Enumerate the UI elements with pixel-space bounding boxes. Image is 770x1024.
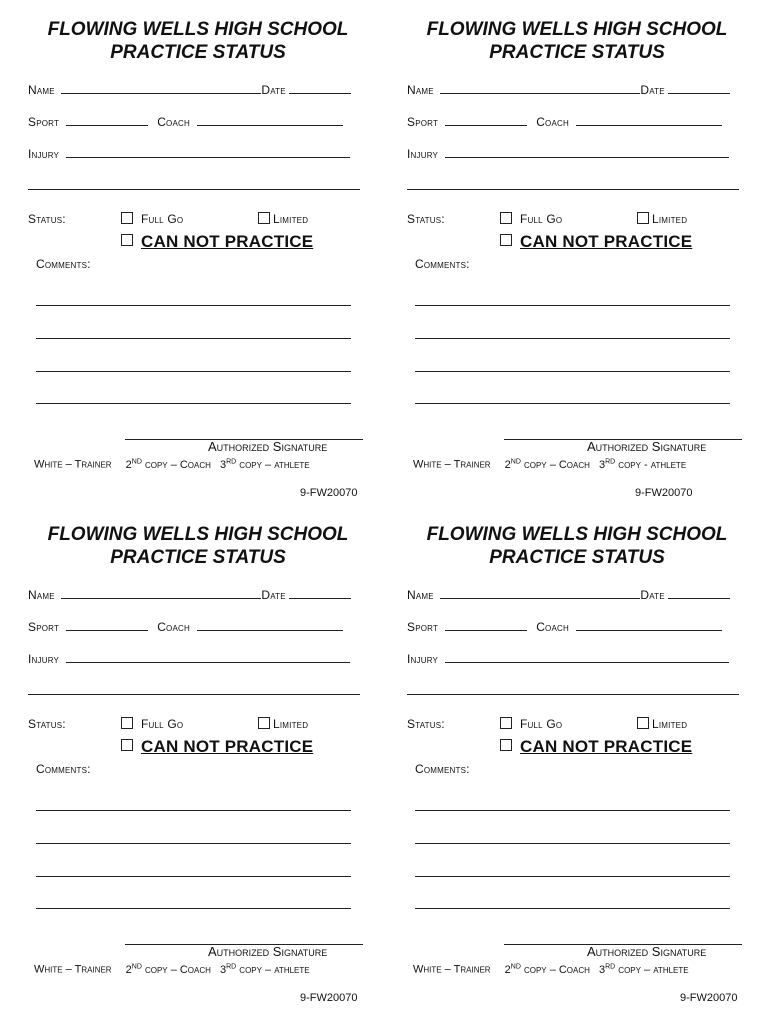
sport-label: Sport	[28, 620, 60, 634]
comment-line-1[interactable]	[415, 305, 730, 306]
copy-second: 2ND copy – Coach	[125, 963, 211, 976]
signature-label: Authorized Signature	[587, 944, 707, 959]
injury-continued-field[interactable]	[407, 178, 739, 190]
date-field[interactable]	[668, 82, 730, 94]
injury-label: Injury	[407, 147, 439, 161]
form-subtitle: PRACTICE STATUS	[110, 547, 286, 568]
status-row	[407, 717, 747, 733]
can-not-practice-checkbox[interactable]	[500, 739, 512, 751]
limited-label: Limited	[273, 212, 309, 226]
coach-field[interactable]	[576, 619, 722, 631]
status-label: Status:	[407, 717, 445, 731]
comment-line-2[interactable]	[415, 338, 730, 339]
copy-white: White – Trainer	[34, 963, 112, 976]
can-not-practice-label: CAN NOT PRACTICE	[141, 232, 314, 251]
sport-field[interactable]	[66, 114, 148, 126]
full-go-checkbox[interactable]	[500, 212, 512, 224]
name-date-row	[407, 82, 747, 98]
coach-field[interactable]	[576, 114, 722, 126]
copy-white: White – Trainer	[413, 458, 491, 471]
coach-label: Coach	[536, 620, 569, 634]
injury-continued-field[interactable]	[407, 683, 739, 695]
comments-label: Comments:	[36, 257, 91, 271]
coach-field[interactable]	[197, 619, 343, 631]
form-title	[28, 523, 368, 569]
comment-line-4[interactable]	[415, 908, 730, 909]
limited-option[interactable]	[637, 717, 687, 731]
limited-option[interactable]	[637, 212, 687, 226]
comment-line-3[interactable]	[36, 876, 351, 877]
name-date-row	[28, 82, 368, 98]
full-go-label: Full Go	[520, 212, 563, 226]
can-not-practice-label: CAN NOT PRACTICE	[520, 737, 693, 756]
can-not-practice-row	[407, 734, 747, 756]
date-label: Date	[261, 588, 286, 602]
sport-label: Sport	[407, 115, 439, 129]
form-code: 9-FW20070	[300, 487, 358, 499]
name-field[interactable]	[440, 82, 640, 94]
full-go-option[interactable]	[500, 212, 562, 226]
form-code: 9-FW20070	[680, 992, 738, 1004]
can-not-practice-row	[28, 229, 368, 251]
date-label: Date	[640, 83, 665, 97]
school-name: FLOWING WELLS HIGH SCHOOL	[426, 19, 728, 40]
injury-field[interactable]	[66, 146, 350, 158]
injury-label: Injury	[28, 147, 60, 161]
injury-field[interactable]	[445, 146, 729, 158]
copy-second: 2ND copy – Coach	[504, 963, 590, 976]
can-not-practice-option[interactable]	[121, 737, 313, 757]
injury-continued-row	[28, 683, 368, 699]
injury-row	[407, 146, 747, 162]
injury-row	[28, 651, 368, 667]
injury-continued-row	[407, 178, 747, 194]
name-label: Name	[407, 588, 434, 602]
sport-coach-row	[407, 114, 747, 130]
full-go-label: Full Go	[141, 212, 184, 226]
comments-label: Comments:	[415, 762, 470, 776]
comment-line-4[interactable]	[36, 908, 351, 909]
comment-line-2[interactable]	[415, 843, 730, 844]
practice-status-form-2	[407, 18, 747, 518]
comment-line-4[interactable]	[415, 403, 730, 404]
form-code: 9-FW20070	[300, 992, 358, 1004]
limited-checkbox[interactable]	[637, 212, 649, 224]
coach-label: Coach	[157, 115, 190, 129]
comment-line-1[interactable]	[36, 810, 351, 811]
comment-line-2[interactable]	[36, 843, 351, 844]
sport-coach-row	[407, 619, 747, 635]
name-field[interactable]	[61, 82, 261, 94]
can-not-practice-label: CAN NOT PRACTICE	[520, 232, 693, 251]
status-row	[28, 717, 368, 733]
form-subtitle: PRACTICE STATUS	[489, 547, 665, 568]
form-title	[407, 18, 747, 64]
name-date-row	[407, 587, 747, 603]
signature-label: Authorized Signature	[208, 439, 328, 454]
copy-distribution	[413, 458, 686, 471]
limited-option[interactable]	[258, 717, 308, 731]
status-label: Status:	[28, 717, 66, 731]
limited-label: Limited	[652, 717, 688, 731]
sport-label: Sport	[407, 620, 439, 634]
form-subtitle: PRACTICE STATUS	[489, 42, 665, 63]
practice-status-form-1	[28, 18, 368, 518]
comment-line-2[interactable]	[36, 338, 351, 339]
full-go-label: Full Go	[520, 717, 563, 731]
name-field[interactable]	[61, 587, 261, 599]
status-label: Status:	[28, 212, 66, 226]
comment-line-3[interactable]	[415, 371, 730, 372]
limited-checkbox[interactable]	[258, 717, 270, 729]
can-not-practice-option[interactable]	[500, 737, 692, 757]
can-not-practice-checkbox[interactable]	[121, 739, 133, 751]
can-not-practice-checkbox[interactable]	[121, 234, 133, 246]
sport-coach-row	[28, 114, 368, 130]
can-not-practice-option[interactable]	[500, 232, 692, 252]
limited-checkbox[interactable]	[637, 717, 649, 729]
name-label: Name	[407, 83, 434, 97]
practice-status-form-3	[28, 523, 368, 1023]
status-row	[28, 212, 368, 228]
copy-second: 2ND copy – Coach	[504, 458, 590, 471]
comment-line-1[interactable]	[415, 810, 730, 811]
copy-second: 2ND copy – Coach	[125, 458, 211, 471]
date-field[interactable]	[668, 587, 730, 599]
copy-third: 3RD copy - athlete	[598, 458, 687, 471]
form-code: 9-FW20070	[635, 487, 693, 499]
limited-label: Limited	[273, 717, 309, 731]
injury-continued-field[interactable]	[28, 683, 360, 695]
full-go-option[interactable]	[121, 717, 183, 731]
comment-line-1[interactable]	[36, 305, 351, 306]
full-go-label: Full Go	[141, 717, 184, 731]
school-name: FLOWING WELLS HIGH SCHOOL	[47, 19, 349, 40]
full-go-checkbox[interactable]	[121, 717, 133, 729]
date-label: Date	[640, 588, 665, 602]
comment-line-3[interactable]	[36, 371, 351, 372]
injury-field[interactable]	[445, 651, 729, 663]
copy-third: 3RD copy – athlete	[598, 963, 689, 976]
signature-label: Authorized Signature	[587, 439, 707, 454]
injury-field[interactable]	[66, 651, 350, 663]
date-label: Date	[261, 83, 286, 97]
comment-line-4[interactable]	[36, 403, 351, 404]
sport-field[interactable]	[445, 114, 527, 126]
full-go-option[interactable]	[121, 212, 183, 226]
full-go-checkbox[interactable]	[121, 212, 133, 224]
injury-row	[407, 651, 747, 667]
sport-field[interactable]	[445, 619, 527, 631]
status-label: Status:	[407, 212, 445, 226]
injury-continued-row	[28, 178, 368, 194]
comments-label: Comments:	[36, 762, 91, 776]
can-not-practice-row	[407, 229, 747, 251]
sport-field[interactable]	[66, 619, 148, 631]
injury-continued-field[interactable]	[28, 178, 360, 190]
full-go-checkbox[interactable]	[500, 717, 512, 729]
practice-status-form-4	[407, 523, 747, 1023]
form-subtitle: PRACTICE STATUS	[110, 42, 286, 63]
sport-coach-row	[28, 619, 368, 635]
injury-label: Injury	[407, 652, 439, 666]
comment-line-3[interactable]	[415, 876, 730, 877]
copy-distribution	[34, 963, 310, 976]
limited-option[interactable]	[258, 212, 308, 226]
copy-third: 3RD copy – athlete	[219, 963, 310, 976]
form-title	[28, 18, 368, 64]
copy-distribution	[413, 963, 689, 976]
date-field[interactable]	[289, 82, 351, 94]
can-not-practice-row	[28, 734, 368, 756]
sport-label: Sport	[28, 115, 60, 129]
comments-label: Comments:	[415, 257, 470, 271]
copy-white: White – Trainer	[413, 963, 491, 976]
full-go-option[interactable]	[500, 717, 562, 731]
date-field[interactable]	[289, 587, 351, 599]
coach-label: Coach	[536, 115, 569, 129]
coach-label: Coach	[157, 620, 190, 634]
name-date-row	[28, 587, 368, 603]
limited-label: Limited	[652, 212, 688, 226]
name-field[interactable]	[440, 587, 640, 599]
can-not-practice-label: CAN NOT PRACTICE	[141, 737, 314, 756]
coach-field[interactable]	[197, 114, 343, 126]
limited-checkbox[interactable]	[258, 212, 270, 224]
name-label: Name	[28, 588, 55, 602]
copy-distribution	[34, 458, 310, 471]
injury-continued-row	[407, 683, 747, 699]
status-row	[407, 212, 747, 228]
school-name: FLOWING WELLS HIGH SCHOOL	[47, 524, 349, 545]
can-not-practice-option[interactable]	[121, 232, 313, 252]
signature-label: Authorized Signature	[208, 944, 328, 959]
copy-white: White – Trainer	[34, 458, 112, 471]
school-name: FLOWING WELLS HIGH SCHOOL	[426, 524, 728, 545]
form-title	[407, 523, 747, 569]
can-not-practice-checkbox[interactable]	[500, 234, 512, 246]
copy-third: 3RD copy – athlete	[219, 458, 310, 471]
name-label: Name	[28, 83, 55, 97]
injury-row	[28, 146, 368, 162]
injury-label: Injury	[28, 652, 60, 666]
